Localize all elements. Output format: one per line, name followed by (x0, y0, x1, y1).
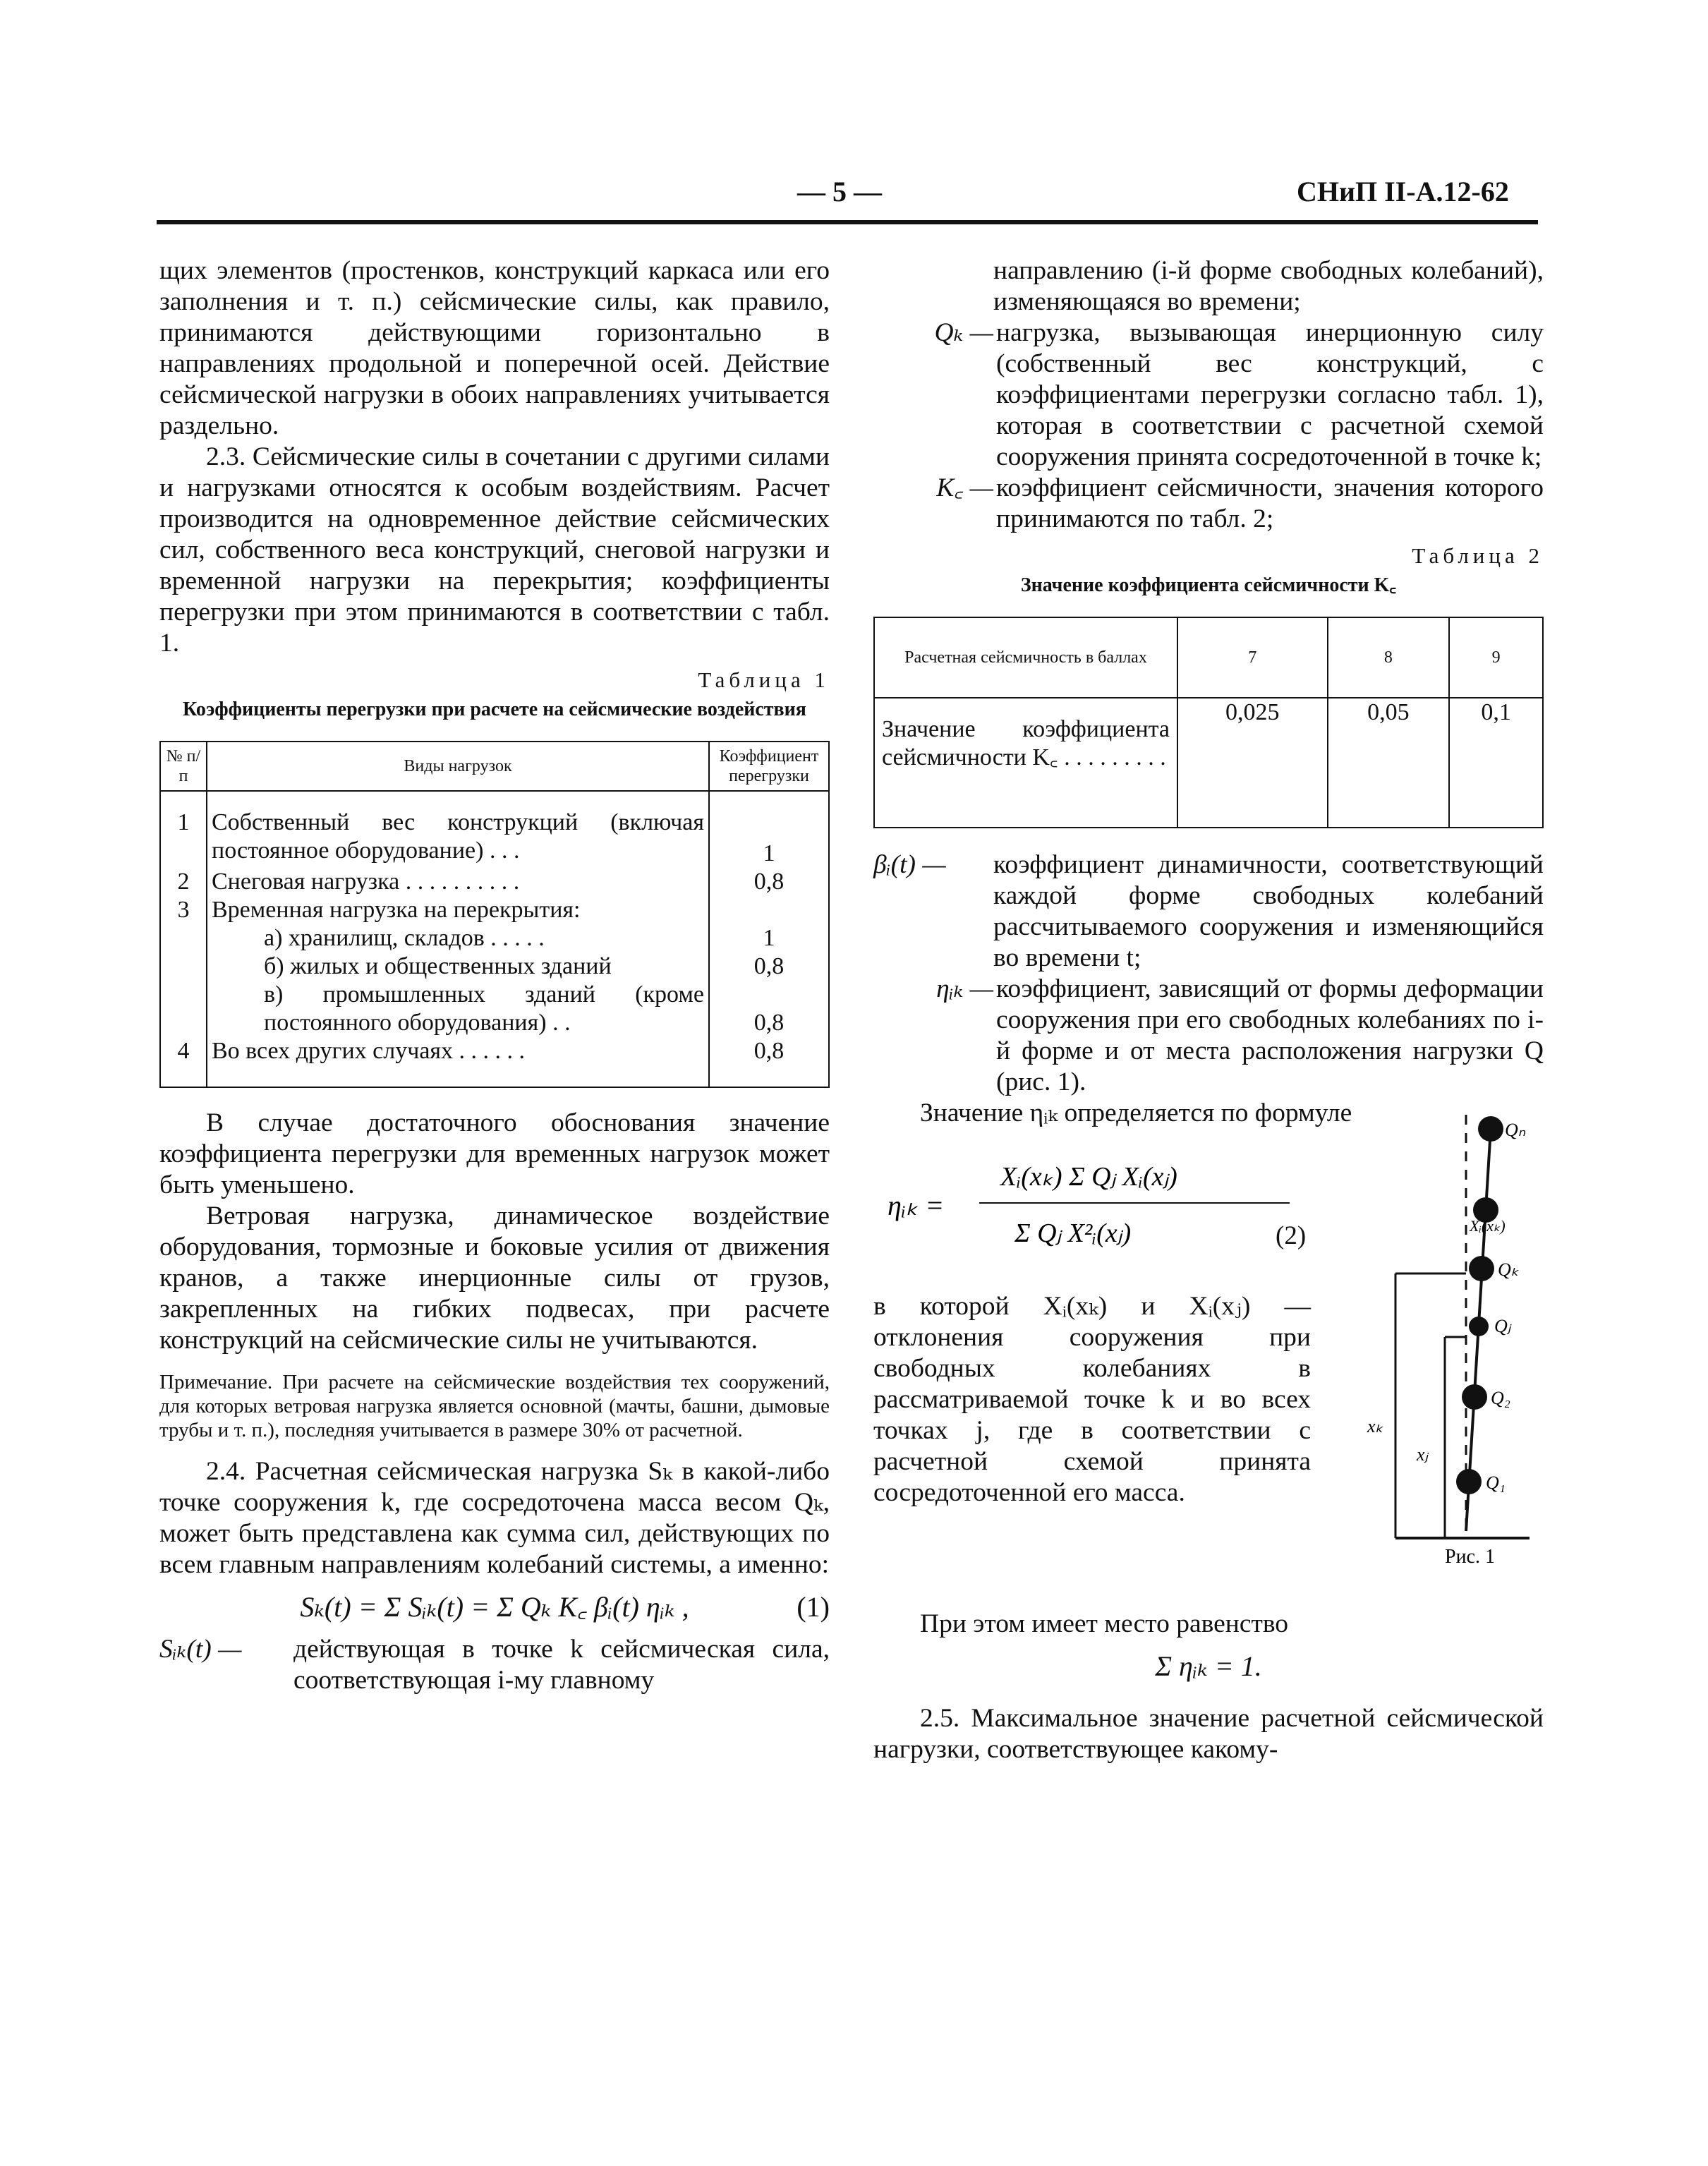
paragraph: Значение ηᵢₖ определяется по формуле (920, 1099, 1352, 1127)
definition-text: коэффициент сейсмичности, значения которого принимаются по табл. 2; (996, 473, 1544, 533)
table2-caption: Таблица 2 (1412, 543, 1544, 568)
table-cell: 0,8 (709, 1037, 829, 1087)
table1-title: Коэффициенты перегрузки при расчете на сейсмические воздействия (183, 698, 806, 720)
table-cell: 4 (160, 1037, 207, 1087)
svg-text:ηᵢₖ =: ηᵢₖ = (888, 1190, 945, 1221)
label-qn: Qₙ (1505, 1120, 1526, 1140)
table2 (873, 617, 1544, 828)
label-qj: Qⱼ (1494, 1316, 1511, 1336)
table-cell: а) хранилищ, складов . . . . . (207, 924, 709, 952)
table2-value-9: 0,1 (1449, 698, 1543, 828)
table-cell: 0,8 (709, 981, 829, 1037)
table1-caption: Таблица 1 (698, 667, 830, 692)
definition-symbol: Qₖ — (934, 318, 993, 347)
definition-qk (873, 317, 1544, 473)
figure-caption: Рис. 1 (1445, 1546, 1495, 1566)
formula-2-number: (2) (1276, 1221, 1307, 1250)
paragraph: направлению (i-й форме свободных колебаний), изменяющаяся во времени; (993, 256, 1544, 316)
table-cell (160, 924, 207, 952)
formula-1-body: Sₖ(t) = Σ Sᵢₖ(t) = Σ Qₖ K꜀ βᵢ(t) ηᵢₖ , (300, 1591, 689, 1623)
table2-value-7: 0,025 (1177, 698, 1328, 828)
table-cell: Во всех других случаях . . . . . . (207, 1037, 709, 1087)
definition-eta (873, 974, 1544, 1098)
table-cell: 0,8 (709, 868, 829, 896)
figure-1 (1325, 1101, 1544, 1566)
table-cell: в) промышленных зданий (кроме постоянного оборудования) . . (207, 981, 709, 1037)
definition-symbol: βᵢ(t) — (873, 850, 946, 879)
table2-header-label: Расчетная сейсмичность в баллах (874, 617, 1177, 698)
table-cell (709, 896, 829, 924)
table-cell: 3 (160, 896, 207, 924)
definition-text: нагрузка, вызывающая инерционную силу (собственный вес конструкций, с коэффициентами перегрузки согласно табл. 1), которая в соответствии с расчетной схемой сооружения принята сосредоточенной в точке k; (996, 318, 1544, 471)
table-cell (160, 952, 207, 981)
table2-header-8: 8 (1328, 617, 1450, 698)
svg-text:Σ Qⱼ X²ᵢ(xⱼ): Σ Qⱼ X²ᵢ(xⱼ) (1014, 1218, 1132, 1248)
definition-symbol: K꜀ — (936, 473, 993, 502)
definition-text: действующая в точке k сейсмическая сила, соответствующая i-му главному (293, 1635, 830, 1695)
header-rule (157, 220, 1538, 224)
definition-symbol: Sᵢₖ(t) — (159, 1635, 242, 1664)
right-column (873, 255, 1544, 1765)
table-cell: б) жилых и общественных зданий (207, 952, 709, 981)
definition-sik (159, 1634, 830, 1696)
paragraph: В случае достаточного обоснования значение коэффициента перегрузки для временных нагрузок может быть уменьшено. (159, 1108, 830, 1199)
label-xj: xⱼ (1417, 1444, 1429, 1465)
document-code: СНиП II-А.12-62 (1297, 176, 1509, 207)
left-column (159, 255, 830, 1696)
definition-kc (873, 473, 1544, 535)
table-cell: 2 (160, 868, 207, 896)
paragraph: При этом имеет место равенство (920, 1609, 1289, 1638)
formula-3: Σ ηᵢₖ = 1. (1155, 1650, 1262, 1682)
table-cell: 1 (709, 924, 829, 952)
svg-text:Xᵢ(xₖ) Σ Qⱼ Xᵢ(xⱼ): Xᵢ(xₖ) Σ Qⱼ Xᵢ(xⱼ) (1000, 1162, 1177, 1192)
label-qk: Qₖ (1498, 1259, 1519, 1280)
definition-beta (873, 849, 1544, 974)
label-xi: Xᵢ(xₖ) (1470, 1217, 1506, 1235)
table2-header-7: 7 (1177, 617, 1328, 698)
table1 (159, 741, 830, 1088)
table1-header-num: № п/п (160, 742, 207, 791)
table2-header-9: 9 (1449, 617, 1543, 698)
table2-value-8: 0,05 (1328, 698, 1450, 828)
page-number: — 5 — (797, 176, 882, 207)
formula-2 (873, 1136, 1325, 1277)
table-cell: 1 (160, 791, 207, 868)
table1-header-type: Виды нагрузок (207, 742, 709, 791)
table-cell: 1 (709, 791, 829, 868)
table1-header-coef: Коэффициент перегрузки (709, 742, 829, 791)
definition-symbol: ηᵢₖ — (936, 974, 993, 1003)
section-2-4: 2.4. Расчетная сейсмическая нагрузка Sₖ в какой-либо точке сооружения k, где сосредоточена масса весом Qₖ, может быть представлена как сумма сил, действующих по всем главным направлениям колебаний системы, а именно: (159, 1457, 830, 1579)
table-cell: Собственный вес конструкций (включая постоянное оборудование) . . . (207, 791, 709, 868)
label-q1: Q₁ (1486, 1472, 1506, 1493)
paragraph: Ветровая нагрузка, динамическое воздействие оборудования, тормозные и боковые усилия от движения кранов, а также инерционные силы от грузов, закрепленных на гибких подвесах, при расчете конструкций на сейсмические силы не учитываются. (159, 1202, 830, 1355)
definition-text: коэффициент динамичности, соответствующий каждой форме свободных колебаний рассчитываемого сооружения и изменяющийся во времени t; (993, 850, 1544, 972)
section-2-5: 2.5. Максимальное значение расчетной сейсмической нагрузки, соответствующее какому- (873, 1704, 1544, 1764)
table-cell (160, 981, 207, 1037)
formula-figure-block (873, 1120, 1544, 1595)
table2-row-label: Значение коэффициента сейсмичности K꜀ . . . . . . . . . (874, 698, 1177, 828)
table-cell: Временная нагрузка на перекрытия: (207, 896, 709, 924)
table2-title: Значение коэффициента сейсмичности K꜀ (1020, 574, 1397, 596)
table-cell: Снеговая нагрузка . . . . . . . . . . (207, 868, 709, 896)
formula-1 (159, 1592, 830, 1623)
label-q2: Q₂ (1491, 1388, 1510, 1408)
paragraph: щих элементов (простенков, конструкций каркаса или его заполнения и т. п.) сейсмические силы, как правило, принимаются действующими горизонтально в направлениях продольной и поперечной осей. Действие сейсмической нагрузки в обоих направлениях учитывается раздельно. (159, 256, 830, 440)
paragraph-which: в которой Xᵢ(xₖ) и Xᵢ(xⱼ) — отклонения сооружения при свободных колебаниях в рассматриваемой точке k и во всех точках j, где в соответствии с расчетной схемой принята сосредоточенной его масса. (873, 1292, 1311, 1507)
label-xk: xₖ (1367, 1416, 1383, 1436)
definition-text: коэффициент, зависящий от формы деформации сооружения при его свободных колебаниях по i-й форме и от места расположения нагрузки Q (рис. 1). (996, 974, 1544, 1096)
table-cell: 0,8 (709, 952, 829, 981)
section-2-3: 2.3. Сейсмические силы в сочетании с другими силами и нагрузками относятся к особым воздействиям. Расчет производится на одновременное действие сейсмических сил, собственного веса конструкций, снеговой нагрузки и временной нагрузки на перекрытия; коэффициенты перегрузки при этом принимаются в соответствии с табл. 1. (159, 442, 830, 658)
formula-1-number: (1) (797, 1591, 830, 1623)
note: Примечание. При расчете на сейсмические воздействия тех сооружений, для которых ветровая нагрузка является основной (мачты, башни, дымовые трубы и т. п.), последняя учитывается в размере 30% от расчетной. (159, 1371, 830, 1441)
